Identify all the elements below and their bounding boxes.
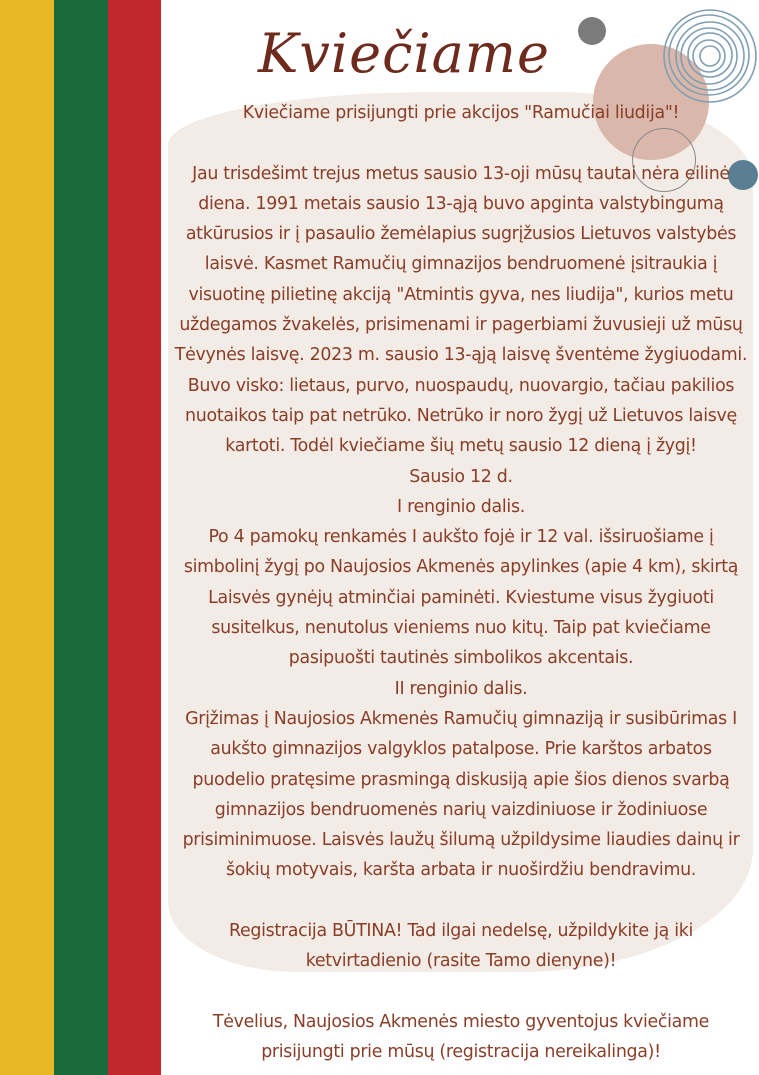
grey-dot-decoration: [578, 17, 606, 45]
text-line: gimnazijos bendruomenės narių vaizdiniuose ir žodiniuose: [214, 799, 708, 820]
text-line: šokių motyvais, karšta arbata ir nuoširdžiu bendravimu.: [225, 860, 697, 881]
text-line: uždegamos žvakelės, prisimenami ir pagerbiami žuvusieji už mūsų: [179, 315, 743, 336]
blank-line: [166, 886, 756, 916]
text-line: kartoti. Todėl kviečiame šių metų sausio 12 dieną į žygį!: [225, 436, 697, 457]
flag-stripe-red: [108, 0, 161, 1075]
text-line: aukšto gimnazijos valgyklos patalpose. Prie karštos arbatos: [210, 739, 712, 760]
flag-stripe-yellow: [0, 0, 54, 1075]
blank-line: [166, 128, 756, 158]
text-line: ketvirtadienio (rasite Tamo dienyne)!: [305, 951, 617, 972]
text-line: Laisvės gynėjų atminčiai paminėti. Kviestume visus žygiuoti: [208, 587, 714, 608]
text-line: Tėvelius, Naujosios Akmenės miesto gyventojus kviečiame: [212, 1011, 710, 1032]
text-line: Tėvynės laisvę. 2023 m. sausio 13-ąją laisvę šventėme žygiuodami.: [174, 345, 748, 366]
text-line: nuotaikos taip pat netrūko. Netrūko ir noro žygį už Lietuvos laisvę: [185, 405, 737, 426]
text-line: Po 4 pamokų renkamės I aukšto fojė ir 12 val. išsiruošiame į: [208, 527, 714, 548]
text-line: I renginio dalis.: [397, 496, 525, 517]
spiral-decoration: [662, 8, 758, 104]
text-line: diena. 1991 metais sausio 13-ąją buvo apginta valstybingumą: [198, 193, 724, 214]
text-line: Registracija BŪTINA! Tad ilgai nedelsę, užpildykite ją iki: [228, 921, 694, 942]
text-line: puodelio pratęsime prasmingą diskusiją apie šios dienos svarbą: [192, 769, 730, 790]
invitation-text: [166, 98, 756, 1068]
flag-stripe-green: [54, 0, 108, 1075]
text-line: simbolinį žygį po Naujosios Akmenės apylinkes (apie 4 km), skirtą: [183, 557, 739, 578]
text-line: pasipuošti tautinės simbolikos akcentais.: [288, 648, 634, 669]
text-line: Kviečiame prisijungti prie akcijos "Ramučiai liudija"!: [242, 103, 680, 123]
text-line: prisiminimuose. Laisvės laužų šilumą užpildysime liaudies dainų ir: [182, 830, 740, 851]
text-line: Grįžimas į Naujosios Akmenės Ramučių gimnaziją ir susibūrimas I: [185, 708, 737, 729]
text-line: susitelkus, nenutolus vieniems nuo kitų. Taip pat kviečiame: [211, 618, 711, 639]
text-line: Jau trisdešimt trejus metus sausio 13-oji mūsų tautai nėra eilinė: [192, 163, 730, 184]
text-line: II renginio dalis.: [394, 678, 528, 699]
text-line: visuotinę pilietinę akciją "Atmintis gyva, nes liudija", kurios metu: [188, 284, 734, 305]
text-line: prisijungti prie mūsų (registracija nereikalinga)!: [261, 1042, 661, 1063]
blank-line: [166, 977, 756, 1007]
text-line: laisvė. Kasmet Ramučių gimnazijos bendruomenė įsitraukia į: [204, 254, 718, 275]
text-line: Sausio 12 d.: [409, 466, 513, 487]
text-line: Buvo visko: lietaus, purvo, nuospaudų, nuovargio, tačiau pakilios: [187, 375, 735, 396]
text-line: atkūrusios ir į pasaulio žemėlapius sugrįžusios Lietuvos valstybės: [185, 224, 737, 245]
page-title: Kviečiame: [258, 22, 550, 85]
